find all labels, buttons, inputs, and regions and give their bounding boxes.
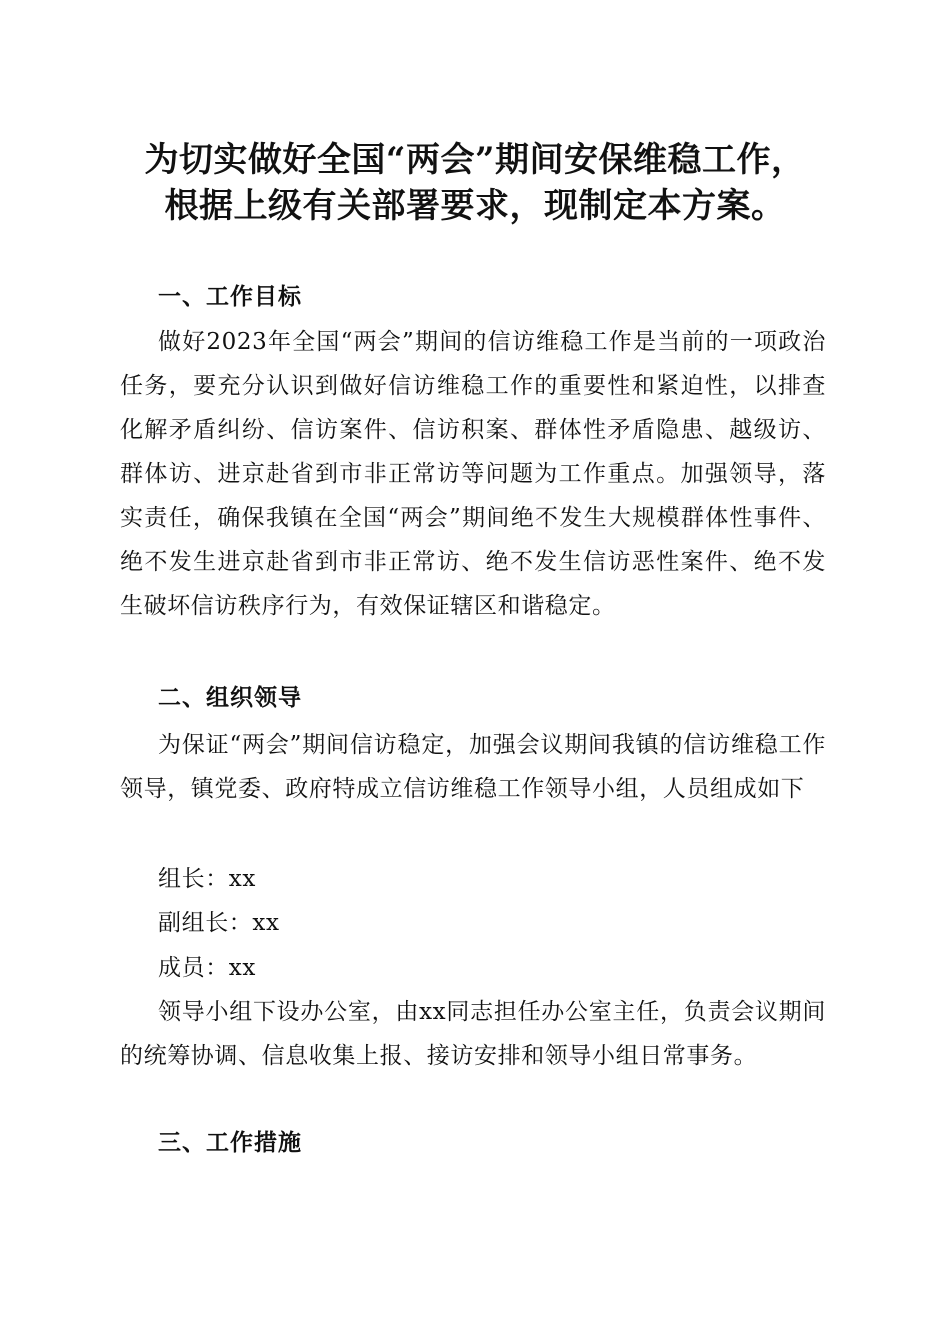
section-heading-goal: 一、工作目标: [158, 284, 302, 310]
goal-paragraph: 做好2023年全国“两会”期间的信访维稳工作是当前的一项政治任务，要充分认识到做好信访维稳工作的重要性和紧迫性，以排查化解矛盾纠纷、信访案件、信访积案、群体性矛盾隐患、越级访、群体访、进京赴省到市非正常访等问题为工作重点。加强领导，落实责任，确保我镇在全国“两会”期间绝不发生大规模群体性事件、绝不发生进京赴省到市非正常访、绝不发生信访恶性案件、绝不发生破坏信访秩序行为，有效保证辖区和谐稳定。: [120, 329, 826, 619]
deputy-leader-line: 副组长：xx: [158, 910, 280, 936]
document-title-line-1: 为切实做好全国“两会”期间安保维稳工作，: [144, 140, 806, 180]
office-paragraph: 领导小组下设办公室，由xx同志担任办公室主任，负责会议期间的统筹协调、信息收集上报、接访安排和领导小组日常事务。: [120, 999, 826, 1069]
section-heading-measures: 三、工作措施: [158, 1130, 302, 1156]
members-line: 成员：xx: [158, 955, 256, 981]
section-heading-leadership: 二、组织领导: [158, 685, 302, 711]
document-title-line-2: 根据上级有关部署要求，现制定本方案。: [164, 186, 786, 226]
leader-line: 组长：xx: [158, 866, 256, 892]
leadership-paragraph: 为保证“两会”期间信访稳定，加强会议期间我镇的信访维稳工作领导，镇党委、政府特成立信访维稳工作领导小组，人员组成如下: [120, 732, 826, 802]
